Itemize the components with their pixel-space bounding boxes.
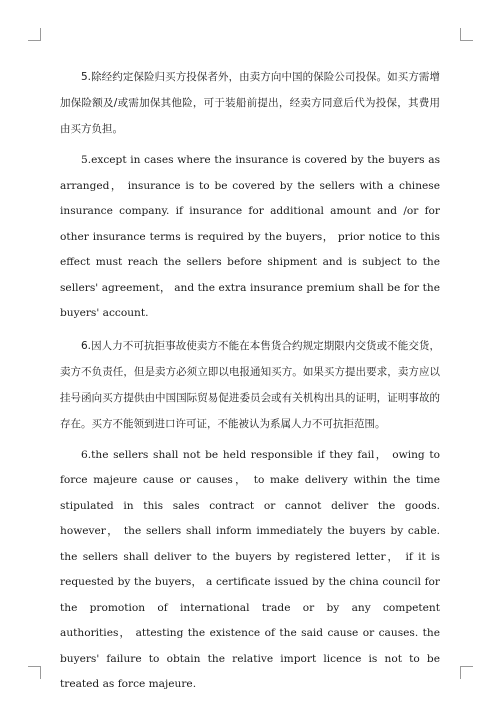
crop-mark-top-right [460, 28, 473, 41]
clause-6-chinese: 6.因人力不可抗拒事故使卖方不能在本售货合约规定期限内交货或不能交货，卖方不负责任，但是卖方必须立即以电报通知买方。如果买方提出要求，卖方应以挂号函向买方提供由中国国际贸易促进委员会或有关机构出具的证明，证明事故的存在。买方不能领到进口许可证，不能被认为系属人力不可抗拒范围。 [60, 339, 440, 430]
clause-5-english: 5.except in cases where the insurance is covered by the buyers as arranged， insurance is to be covered by the sellers with a chinese insurance company. if insurance for additional amount and /or for other insurance terms is required by the buyers， prior notice to this effect must reach the sellers before shipment and is subject to the sellers' agreement， and the extra insurance premium shall be for the buyers' account. [60, 154, 440, 319]
document-body [60, 64, 440, 704]
crop-mark-bottom-right [460, 666, 473, 679]
crop-mark-top-left [28, 28, 41, 41]
clause-5-chinese: 5.除经约定保险归买方投保者外，由卖方向中国的保险公司投保。如买方需增加保险额及/或需加保其他险，可于装船前提出，经卖方同意后代为投保，其费用由买方负担。 [60, 71, 440, 135]
clause-6-english: 6.the sellers shall not be held responsible if they fail， owing to force majeure cause or causes， to make delivery within the time stipulated in this sales contract or cannot deliver the goods. however， the sellers shall inform immediately the buyers by cable. the sellers shall deliver to the buyers by registered letter， if it is requested by the buyers， a certificate issued by the china council for the promotion of international trade or by any competent authorities， attesting the existence of the said cause or causes. the buyers' failure to obtain the relative import licence is not to be treated as force majeure. [60, 448, 440, 690]
crop-mark-bottom-left [28, 666, 41, 679]
